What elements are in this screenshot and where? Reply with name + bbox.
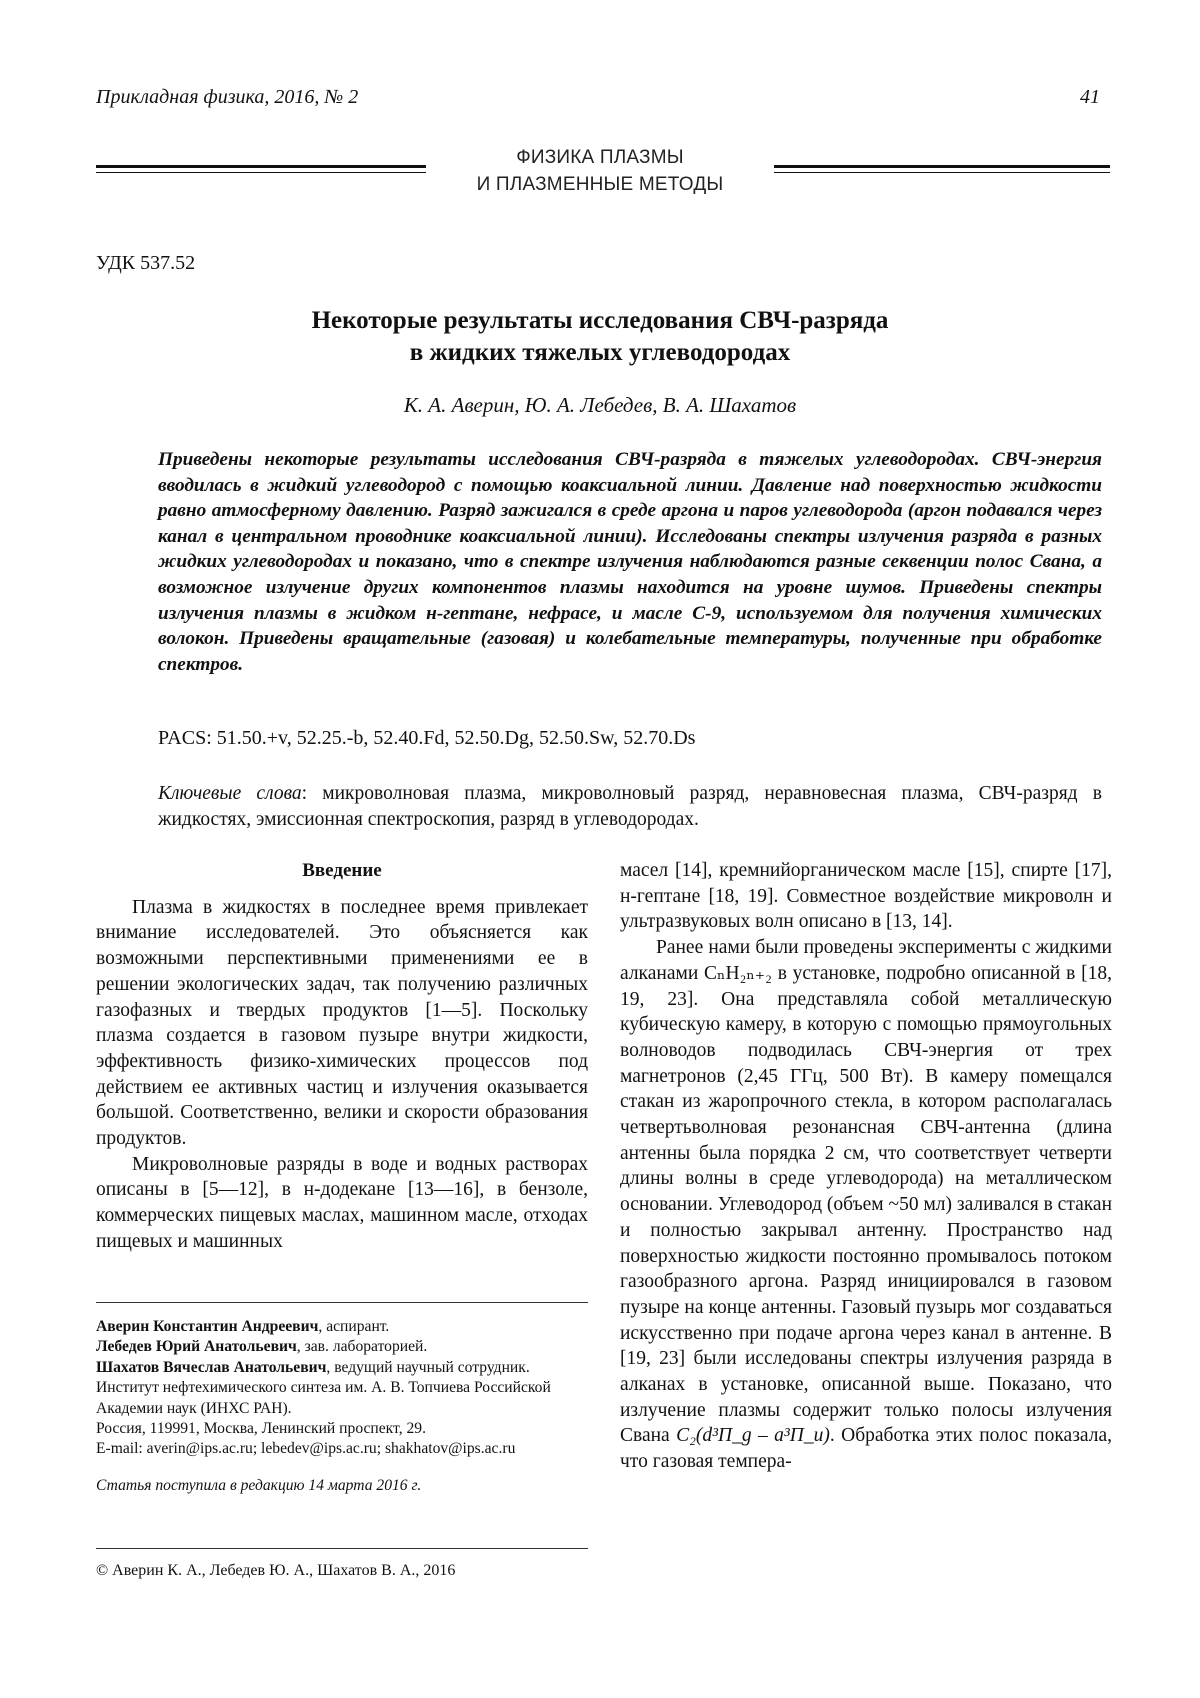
section-heading — [430, 144, 770, 198]
section-heading-line1: ФИЗИКА ПЛАЗМЫ — [516, 147, 684, 168]
header-rule-right — [774, 165, 1110, 177]
title-line-2: в жидких тяжелых углеводородах — [409, 339, 791, 366]
footnote-institute: Институт нефтехимического синтеза им. А. В. Топчиева Российской Академии наук (ИНХС РАН). — [96, 1379, 551, 1417]
title-line-1: Некоторые результаты исследования СВЧ-разряда — [311, 307, 889, 334]
author2-role: , зав. лабораторией. — [296, 1338, 428, 1356]
author3-role: , ведущий научный сотрудник. — [326, 1358, 530, 1376]
author2-name: Лебедев Юрий Анатольевич — [96, 1338, 297, 1356]
footnote-author-3 — [96, 1358, 588, 1378]
intro-heading: Введение — [302, 860, 382, 881]
journal-header: Прикладная физика, 2016, № 2 — [96, 86, 359, 108]
alkane-formula: CₙH₂ₙ₊₂ — [704, 962, 772, 984]
p2-end: . Обработка этих полос показала, что газовая темпера- — [620, 1425, 1112, 1473]
p2-before-formula: Ранее нами были проведены эксперименты с жидкими алканами — [620, 937, 1112, 984]
intro-paragraph-1: Плазма в жидкостях в последнее время привлекает внимание исследователей. Это объясняется как возможными перспективными применениями ее в решении экологических задач, так получению различных газофазных и твердых продуктов [1—5]. Поскольку плазма создается в газовом пузыре внутри жидкости, эффективность физико-химических процессов под действием ее активных частиц и излучения оказывается большой. Соответственно, велики и скорости образования продуктов. — [96, 896, 588, 1150]
right-paragraph-2 — [620, 935, 1112, 1475]
p2-after-formula: в установке, подробно описанной в [18, 19, 23]. Она представляла собой металлическую кубическую камеру, в которую с помощью прямоугольных волноводов подводилась СВЧ-энергия от трех магнетронов (2,45 ГГц, 500 Вт). В камеру помещался стакан из жаропрочного стекла, в котором располагалась четвертьволновая резонансная СВЧ-антенна (длина антенны была порядка 2 см, что соответствует четверти длины волны в среде углеводорода) на металлическом основании. Углеводород (объем ~50 мл) заливался в стакан и полностью закрывал антенну. Пространство над поверхностью жидкости постоянно промывалось потоком газообразного аргона. Разряд инициировался в газовом пузыре на конце антенны. Газовый пузырь мог создаваться искусственно при подаче аргона через канал в антенне. В [19, 23] были исследованы спектры излучения разряда в алканах в установке, описанной выше. Показано, что излучение плазмы содержит только полосы излучения Свана — [620, 962, 1113, 1447]
authors: К. А. Аверин, Ю. А. Лебедев, В. А. Шахатов — [403, 393, 797, 417]
footnote-divider-bottom — [96, 1548, 588, 1549]
author1-role: , аспирант. — [318, 1318, 390, 1335]
keywords-text: : микроволновая плазма, микроволновый разряд, неравновесная плазма, СВЧ-разряд в жидкостях, эмиссионная спектроскопия, разряд в углеводородах. — [158, 783, 1102, 830]
section-heading-line2: И ПЛАЗМЕННЫЕ МЕТОДЫ — [476, 174, 724, 195]
copyright: © Аверин К. А., Лебедев Ю. А., Шахатов В. А., 2016 — [96, 1562, 456, 1579]
abstract: Приведены некоторые результаты исследования СВЧ-разряда в тяжелых углеводородах. СВЧ-энергия вводилась в жидкий углеводород с помощью коаксиальной линии. Давление над поверхностью жидкости равно атмосферному давлению. Разряд зажигался в среде аргона и паров углеводорода (аргон подавался через канал в центральном проводнике коаксиальной линии). Исследованы спектры излучения разряда в разных жидких углеводородах и показано, что в спектре излучения наблюдаются разные секвенции полос Свана, а возможное излучение других компонентов плазмы находится на уровне шумов. Приведены спектры излучения плазмы в жидком н-гептане, нефрасе, и масле С-9, используемом для получения химических волокон. Приведены вращательные (газовая) и колебательные температуры, полученные при обработке спектров. — [158, 449, 1102, 675]
footnote-author-2 — [96, 1337, 588, 1357]
right-column — [620, 858, 1112, 1475]
footnote-address: Россия, 119991, Москва, Ленинский проспект, 29. — [96, 1420, 426, 1438]
keywords-label: Ключевые слова — [158, 783, 302, 804]
swan-formula: C₂(d³Π_g – a³Π_u) — [676, 1425, 830, 1447]
intro-paragraph-2: Микроволновые разряды в воде и водных растворах описаны в [5—12], в н-додекане [13—16], в бензоле, коммерческих пищевых маслах, машинном масле, отходах пищевых и машинных — [96, 1153, 588, 1252]
udk-code: УДК 537.52 — [96, 252, 196, 274]
footnote-email: E-mail: averin@ips.ac.ru; lebedev@ips.ac.ru; shakhatov@ips.ac.ru — [96, 1440, 516, 1458]
author-footnote — [96, 1317, 588, 1496]
article-title — [150, 305, 1050, 369]
right-paragraph-1: масел [14], кремнийорганическом масле [15], спирте [17], н-гептане [18, 19]. Совместное воздействие микроволн и ультразвуковых волн описано в [13, 14]. — [620, 860, 1112, 933]
header-rule-left — [96, 165, 426, 177]
received-date: Статья поступила в редакцию 14 марта 2016 г. — [96, 1476, 422, 1494]
left-column — [96, 858, 588, 1255]
author1-name: Аверин Константин Андреевич — [96, 1318, 319, 1335]
footnote-divider-top — [96, 1302, 588, 1303]
author3-name: Шахатов Вячеслав Анатольевич — [96, 1358, 327, 1376]
pacs-codes: PACS: 51.50.+v, 52.25.-b, 52.40.Fd, 52.50.Dg, 52.50.Sw, 52.70.Ds — [158, 727, 696, 749]
footnote-author-1 — [96, 1317, 588, 1337]
page-number: 41 — [1080, 86, 1100, 108]
keywords — [158, 781, 1102, 833]
